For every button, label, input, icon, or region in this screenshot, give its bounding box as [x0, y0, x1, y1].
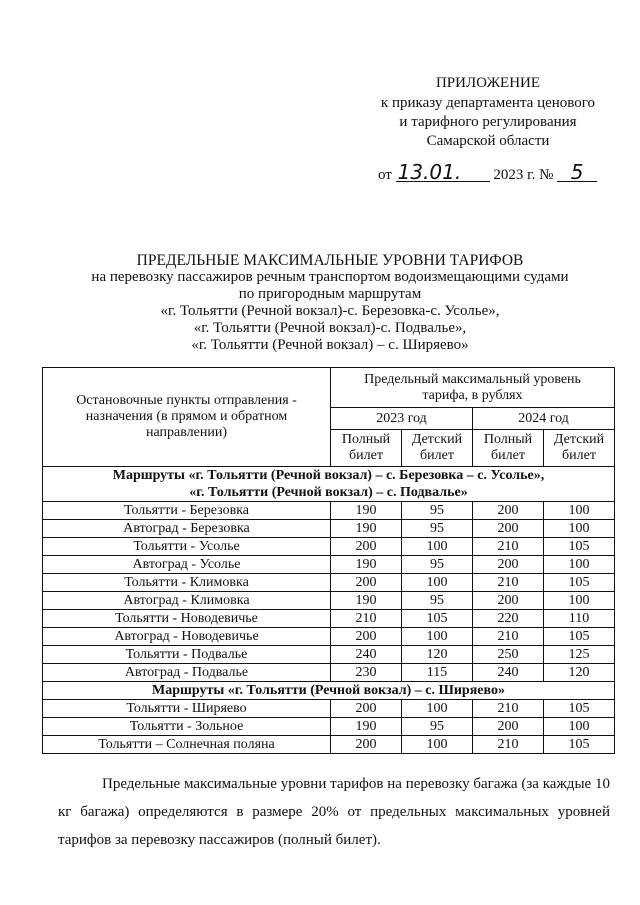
tariff-cell: 95 [402, 592, 473, 610]
tariff-cell: 200 [331, 574, 402, 592]
section-header [43, 467, 615, 502]
table-row [43, 736, 615, 754]
tariff-cell: 250 [473, 646, 544, 664]
tariff-cell: 105 [544, 736, 615, 754]
tariff-cell: 220 [473, 610, 544, 628]
tariff-cell: 105 [544, 538, 615, 556]
tariff-cell: 95 [402, 718, 473, 736]
tariff-cell: 95 [402, 502, 473, 520]
annex-line: Самарской области [426, 133, 550, 149]
tariff-cell: 95 [402, 556, 473, 574]
tariff-cell: 105 [544, 574, 615, 592]
tariff-cell: 200 [331, 700, 402, 718]
tariff-cell: 190 [331, 592, 402, 610]
table-row [43, 646, 615, 664]
header-child-ticket: Детский билет [402, 430, 473, 467]
header-full-ticket: Полный билет [331, 430, 402, 467]
route-name-cell: Автоград - Подвалье [43, 664, 331, 682]
route-name-cell: Тольятти - Усолье [43, 538, 331, 556]
tariff-cell: 125 [544, 646, 615, 664]
table-row [43, 574, 615, 592]
tariff-cell: 105 [544, 628, 615, 646]
footnote-text: Предельные максимальные уровни тарифов на перевозку багажа (за каждые 10 кг багажа) определяются в размере 20% от предельных максимальных уровней тарифов за перевозку пассажиров (полный билет). [58, 776, 610, 848]
route-name-cell: Тольятти - Березовка [43, 502, 331, 520]
table-row [43, 538, 615, 556]
header-child-ticket: Детский билет [544, 430, 615, 467]
tariff-cell: 100 [402, 700, 473, 718]
title-line: «г. Тольятти (Речной вокзал) – с. Ширяево» [191, 337, 469, 353]
handwritten-date: 13.01. [396, 160, 490, 184]
route-name-cell: Автоград - Новодевичье [43, 628, 331, 646]
tariff-cell: 210 [473, 574, 544, 592]
tariff-cell: 115 [402, 664, 473, 682]
tariff-cell: 100 [544, 718, 615, 736]
table-row [43, 556, 615, 574]
tariff-cell: 240 [331, 646, 402, 664]
header-year-2023: 2023 год [331, 408, 473, 430]
route-name-cell: Тольятти - Климовка [43, 574, 331, 592]
title-line: на перевозку пассажиров речным транспортом водоизмещающими судами [91, 269, 569, 285]
table-row [43, 502, 615, 520]
tariff-cell: 100 [544, 520, 615, 538]
tariff-cell: 230 [331, 664, 402, 682]
footnote [58, 770, 610, 854]
tariff-cell: 210 [473, 538, 544, 556]
tariff-cell: 200 [331, 736, 402, 754]
section-header-line: Маршруты «г. Тольятти (Речной вокзал) – с. Березовка – с. Усолье», [112, 468, 545, 483]
tariff-cell: 105 [544, 700, 615, 718]
title-line: «г. Тольятти (Речной вокзал)-с. Березовка-с. Усолье», [160, 303, 500, 319]
annex-line: и тарифного регулирования [399, 114, 577, 130]
section-header: Маршруты «г. Тольятти (Речной вокзал) – с. Ширяево» [43, 682, 615, 700]
tariff-cell: 210 [473, 736, 544, 754]
table-row [43, 628, 615, 646]
tariff-cell: 100 [402, 538, 473, 556]
tariff-cell: 100 [544, 502, 615, 520]
tariff-cell: 110 [544, 610, 615, 628]
table-row [43, 700, 615, 718]
annex-title: ПРИЛОЖЕНИЕ [435, 75, 541, 91]
tariff-cell: 240 [473, 664, 544, 682]
tariff-cell: 200 [473, 520, 544, 538]
section-header-line: «г. Тольятти (Речной вокзал) – с. Подвалье» [189, 485, 468, 500]
route-name-cell: Тольятти - Ширяево [43, 700, 331, 718]
route-name-cell: Тольятти – Солнечная поляна [43, 736, 331, 754]
tariff-cell: 95 [402, 520, 473, 538]
tariff-cell: 200 [473, 502, 544, 520]
order-line [378, 160, 597, 184]
tariff-table [42, 367, 615, 754]
document-title [20, 252, 640, 354]
tariff-cell: 120 [544, 664, 615, 682]
handwritten-number: 5 [557, 160, 597, 184]
tariff-cell: 100 [402, 736, 473, 754]
header-tariff: Предельный максимальный уровень тарифа, в рублях [331, 368, 615, 408]
table-row [43, 718, 615, 736]
order-year: 2023 г. № [493, 167, 554, 183]
table-row [43, 592, 615, 610]
tariff-cell: 100 [544, 592, 615, 610]
table-row [43, 520, 615, 538]
route-name-cell: Автоград - Березовка [43, 520, 331, 538]
tariff-cell: 210 [473, 700, 544, 718]
tariff-cell: 105 [402, 610, 473, 628]
header-year-2024: 2024 год [473, 408, 615, 430]
tariff-cell: 190 [331, 718, 402, 736]
tariff-cell: 200 [473, 718, 544, 736]
tariff-cell: 120 [402, 646, 473, 664]
title-line: по пригородным маршрутам [238, 286, 422, 302]
route-name-cell: Тольятти - Подвалье [43, 646, 331, 664]
title-heading: ПРЕДЕЛЬНЫЕ МАКСИМАЛЬНЫЕ УРОВНИ ТАРИФОВ [136, 252, 524, 269]
table-row [43, 664, 615, 682]
tariff-cell: 100 [402, 574, 473, 592]
tariff-cell: 200 [473, 556, 544, 574]
tariff-cell: 100 [402, 628, 473, 646]
tariff-cell: 200 [331, 538, 402, 556]
annex-line: к приказу департамента ценового [380, 95, 596, 111]
tariff-cell: 100 [544, 556, 615, 574]
tariff-cell: 190 [331, 556, 402, 574]
table-row [43, 610, 615, 628]
header-stops: Остановочные пункты отправления - назначения (в прямом и обратном направлении) [43, 368, 331, 467]
tariff-cell: 200 [473, 592, 544, 610]
header-full-ticket: Полный билет [473, 430, 544, 467]
route-name-cell: Тольятти - Новодевичье [43, 610, 331, 628]
tariff-cell: 190 [331, 502, 402, 520]
title-line: «г. Тольятти (Речной вокзал)-с. Подвалье», [193, 320, 467, 336]
route-name-cell: Тольятти - Зольное [43, 718, 331, 736]
route-name-cell: Автоград - Климовка [43, 592, 331, 610]
tariff-cell: 210 [473, 628, 544, 646]
tariff-cell: 200 [331, 628, 402, 646]
route-name-cell: Автоград - Усолье [43, 556, 331, 574]
tariff-cell: 210 [331, 610, 402, 628]
order-prefix: от [378, 167, 392, 183]
tariff-cell: 190 [331, 520, 402, 538]
